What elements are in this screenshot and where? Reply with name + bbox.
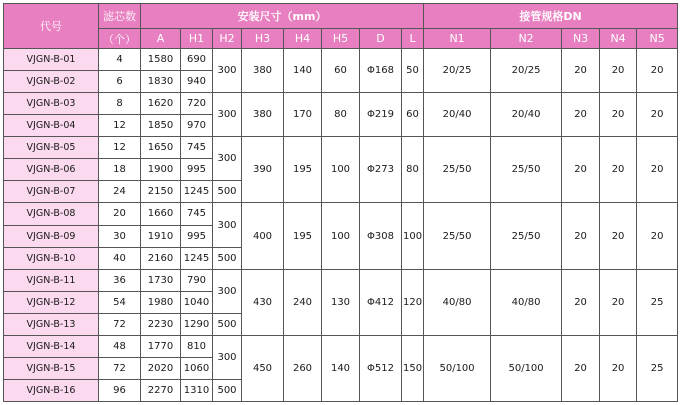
table-body xyxy=(4,49,678,402)
cell-h4: 195 xyxy=(284,203,322,269)
cell-filter-count: 6 xyxy=(99,71,141,93)
cell-l: 120 xyxy=(402,269,424,335)
header-col-a: A xyxy=(141,29,181,49)
cell-filter-count: 4 xyxy=(99,49,141,71)
cell-d: Φ512 xyxy=(360,335,402,401)
cell-a: 1900 xyxy=(141,159,181,181)
cell-filter-count: 54 xyxy=(99,291,141,313)
cell-h4: 240 xyxy=(284,269,322,335)
cell-n4: 20 xyxy=(600,93,637,137)
cell-h2: 300 xyxy=(213,203,242,247)
cell-a: 1910 xyxy=(141,225,181,247)
cell-h4: 260 xyxy=(284,335,322,401)
cell-h1: 1245 xyxy=(181,247,213,269)
cell-h3: 450 xyxy=(242,335,284,401)
cell-h3: 390 xyxy=(242,137,284,203)
cell-n2: 50/100 xyxy=(491,335,562,401)
cell-n5: 25 xyxy=(637,335,678,401)
cell-h1: 1040 xyxy=(181,291,213,313)
cell-h4: 195 xyxy=(284,137,322,203)
cell-h2: 500 xyxy=(213,181,242,203)
cell-h5: 130 xyxy=(322,269,360,335)
header-filter-count-unit: （个） xyxy=(99,29,141,49)
cell-filter-count: 36 xyxy=(99,269,141,291)
cell-l: 100 xyxy=(402,203,424,269)
cell-code: VJGN-B-04 xyxy=(4,115,99,137)
cell-code: VJGN-B-03 xyxy=(4,93,99,115)
cell-a: 1850 xyxy=(141,115,181,137)
header-col-h4: H4 xyxy=(284,29,322,49)
cell-n5: 20 xyxy=(637,49,678,93)
cell-h2: 300 xyxy=(213,335,242,379)
cell-h2: 300 xyxy=(213,269,242,313)
cell-l: 60 xyxy=(402,93,424,137)
cell-filter-count: 20 xyxy=(99,203,141,225)
cell-code: VJGN-B-16 xyxy=(4,379,99,401)
header-filter-count: 滤芯数 xyxy=(99,4,141,29)
cell-n3: 20 xyxy=(562,203,600,269)
cell-filter-count: 48 xyxy=(99,335,141,357)
cell-n1: 20/40 xyxy=(424,93,491,137)
cell-a: 1650 xyxy=(141,137,181,159)
header-code: 代号 xyxy=(4,4,99,49)
cell-h2: 500 xyxy=(213,313,242,335)
cell-d: Φ219 xyxy=(360,93,402,137)
header-col-n2: N2 xyxy=(491,29,562,49)
cell-code: VJGN-B-08 xyxy=(4,203,99,225)
cell-code: VJGN-B-12 xyxy=(4,291,99,313)
cell-l: 50 xyxy=(402,49,424,93)
cell-code: VJGN-B-15 xyxy=(4,357,99,379)
header-col-n4: N4 xyxy=(600,29,637,49)
cell-n2: 20/40 xyxy=(491,93,562,137)
cell-h1: 1245 xyxy=(181,181,213,203)
cell-a: 2230 xyxy=(141,313,181,335)
cell-l: 80 xyxy=(402,137,424,203)
cell-n3: 20 xyxy=(562,269,600,335)
cell-a: 2160 xyxy=(141,247,181,269)
cell-n1: 25/50 xyxy=(424,137,491,203)
header-pipe-spec: 接管规格DN xyxy=(424,4,678,29)
cell-h4: 140 xyxy=(284,49,322,93)
cell-n2: 25/50 xyxy=(491,203,562,269)
cell-a: 1830 xyxy=(141,71,181,93)
cell-a: 1730 xyxy=(141,269,181,291)
header-col-h1: H1 xyxy=(181,29,213,49)
cell-code: VJGN-B-06 xyxy=(4,159,99,181)
cell-filter-count: 72 xyxy=(99,313,141,335)
cell-filter-count: 18 xyxy=(99,159,141,181)
cell-n2: 40/80 xyxy=(491,269,562,335)
cell-code: VJGN-B-01 xyxy=(4,49,99,71)
cell-n5: 25 xyxy=(637,269,678,335)
cell-h1: 720 xyxy=(181,93,213,115)
header-col-n1: N1 xyxy=(424,29,491,49)
cell-h4: 170 xyxy=(284,93,322,137)
cell-h1: 995 xyxy=(181,225,213,247)
cell-h2: 300 xyxy=(213,93,242,137)
cell-l: 150 xyxy=(402,335,424,401)
cell-n1: 50/100 xyxy=(424,335,491,401)
cell-h1: 970 xyxy=(181,115,213,137)
cell-a: 1770 xyxy=(141,335,181,357)
cell-n4: 20 xyxy=(600,335,637,401)
cell-filter-count: 24 xyxy=(99,181,141,203)
table-row xyxy=(4,269,678,291)
cell-h2: 300 xyxy=(213,49,242,93)
cell-n1: 20/25 xyxy=(424,49,491,93)
cell-h1: 810 xyxy=(181,335,213,357)
header-col-d: D xyxy=(360,29,402,49)
cell-n5: 20 xyxy=(637,137,678,203)
cell-code: VJGN-B-14 xyxy=(4,335,99,357)
table-header xyxy=(4,4,678,49)
cell-h1: 940 xyxy=(181,71,213,93)
cell-h2: 300 xyxy=(213,137,242,181)
cell-filter-count: 40 xyxy=(99,247,141,269)
cell-h1: 1060 xyxy=(181,357,213,379)
cell-h5: 60 xyxy=(322,49,360,93)
cell-a: 2150 xyxy=(141,181,181,203)
cell-code: VJGN-B-09 xyxy=(4,225,99,247)
cell-n4: 20 xyxy=(600,269,637,335)
table-row xyxy=(4,137,678,159)
table-row xyxy=(4,93,678,115)
cell-a: 1620 xyxy=(141,93,181,115)
cell-filter-count: 72 xyxy=(99,357,141,379)
cell-code: VJGN-B-11 xyxy=(4,269,99,291)
cell-h1: 1310 xyxy=(181,379,213,401)
table-row xyxy=(4,335,678,357)
cell-n4: 20 xyxy=(600,49,637,93)
cell-h3: 400 xyxy=(242,203,284,269)
cell-h3: 430 xyxy=(242,269,284,335)
cell-code: VJGN-B-05 xyxy=(4,137,99,159)
header-col-n5: N5 xyxy=(637,29,678,49)
table-row xyxy=(4,49,678,71)
cell-h5: 80 xyxy=(322,93,360,137)
header-col-n3: N3 xyxy=(562,29,600,49)
cell-h1: 745 xyxy=(181,137,213,159)
cell-n2: 25/50 xyxy=(491,137,562,203)
cell-h2: 500 xyxy=(213,247,242,269)
cell-h3: 380 xyxy=(242,49,284,93)
cell-h1: 790 xyxy=(181,269,213,291)
header-col-l: L xyxy=(402,29,424,49)
header-install-dimensions: 安装尺寸（mm） xyxy=(141,4,424,29)
header-col-h5: H5 xyxy=(322,29,360,49)
cell-h1: 745 xyxy=(181,203,213,225)
cell-h3: 380 xyxy=(242,93,284,137)
cell-filter-count: 12 xyxy=(99,137,141,159)
header-col-h2: H2 xyxy=(213,29,242,49)
cell-h2: 500 xyxy=(213,379,242,401)
cell-h1: 690 xyxy=(181,49,213,71)
cell-n1: 25/50 xyxy=(424,203,491,269)
cell-n4: 20 xyxy=(600,203,637,269)
cell-filter-count: 96 xyxy=(99,379,141,401)
cell-a: 2020 xyxy=(141,357,181,379)
cell-n3: 20 xyxy=(562,137,600,203)
cell-h1: 1290 xyxy=(181,313,213,335)
cell-n4: 20 xyxy=(600,137,637,203)
cell-filter-count: 12 xyxy=(99,115,141,137)
cell-code: VJGN-B-10 xyxy=(4,247,99,269)
cell-h1: 995 xyxy=(181,159,213,181)
cell-n5: 20 xyxy=(637,203,678,269)
cell-n1: 40/80 xyxy=(424,269,491,335)
cell-h5: 100 xyxy=(322,203,360,269)
table-row xyxy=(4,203,678,225)
spec-table xyxy=(3,3,678,402)
cell-n3: 20 xyxy=(562,335,600,401)
cell-n5: 20 xyxy=(637,93,678,137)
header-col-h3: H3 xyxy=(242,29,284,49)
cell-h5: 100 xyxy=(322,137,360,203)
cell-filter-count: 8 xyxy=(99,93,141,115)
cell-a: 1580 xyxy=(141,49,181,71)
cell-n3: 20 xyxy=(562,49,600,93)
cell-n2: 20/25 xyxy=(491,49,562,93)
cell-d: Φ168 xyxy=(360,49,402,93)
cell-a: 1660 xyxy=(141,203,181,225)
cell-code: VJGN-B-02 xyxy=(4,71,99,93)
cell-n3: 20 xyxy=(562,93,600,137)
cell-d: Φ308 xyxy=(360,203,402,269)
cell-d: Φ412 xyxy=(360,269,402,335)
cell-d: Φ273 xyxy=(360,137,402,203)
cell-a: 2270 xyxy=(141,379,181,401)
cell-code: VJGN-B-13 xyxy=(4,313,99,335)
cell-h5: 140 xyxy=(322,335,360,401)
cell-a: 1980 xyxy=(141,291,181,313)
cell-filter-count: 30 xyxy=(99,225,141,247)
cell-code: VJGN-B-07 xyxy=(4,181,99,203)
